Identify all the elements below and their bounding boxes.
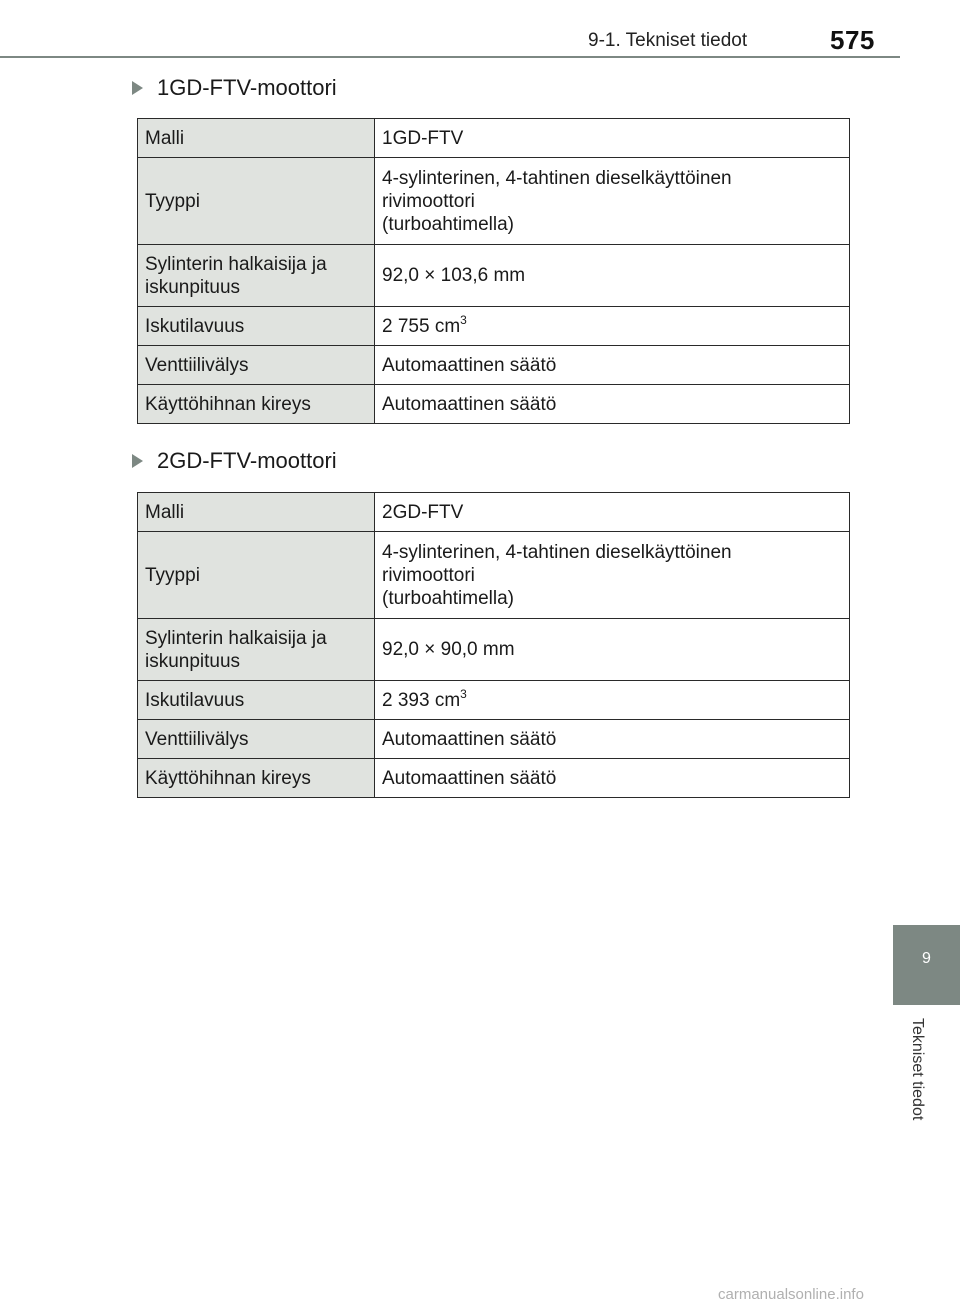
spec-key: Tyyppi (138, 158, 375, 245)
spec-value-line: (turboahtimella) (382, 587, 514, 609)
table-row (138, 681, 850, 720)
section-heading (132, 75, 337, 101)
spec-key: Iskutilavuus (138, 307, 375, 346)
spec-value-line: 4-sylinterinen, 4-tahtinen dieselkäyttöinen (382, 167, 732, 189)
spec-value-line: (turboahtimella) (382, 213, 514, 235)
spec-value: Automaattinen säätö (375, 759, 850, 798)
triangle-bullet-icon (132, 81, 143, 95)
spec-value-line: 4-sylinterinen, 4-tahtinen dieselkäyttöinen (382, 541, 732, 563)
table-row (138, 119, 850, 158)
chapter-tab (893, 925, 960, 1005)
spec-key-line: iskunpituus (145, 650, 241, 672)
spec-value: Automaattinen säätö (375, 346, 850, 385)
spec-value: 2GD-FTV (375, 493, 850, 532)
header-section-title: 9-1. Tekniset tiedot (588, 30, 748, 51)
chapter-number: 9 (922, 950, 931, 967)
spec-key: Käyttöhihnan kireys (138, 759, 375, 798)
table-row (138, 720, 850, 759)
table-row (138, 493, 850, 532)
page-number: 575 (830, 25, 875, 55)
spec-key: Käyttöhihnan kireys (138, 385, 375, 424)
spec-key: Tyyppi (138, 532, 375, 619)
superscript: 3 (460, 686, 467, 701)
spec-key-line: iskunpituus (145, 276, 241, 298)
table-row (138, 307, 850, 346)
spec-value-text: 2 755 cm (382, 315, 461, 337)
header-rule (0, 56, 900, 58)
section-heading-text: 2GD-FTV-moottori (157, 448, 337, 473)
table-row (138, 759, 850, 798)
spec-value: Automaattinen säätö (375, 720, 850, 759)
spec-value: 1GD-FTV (375, 119, 850, 158)
spec-key (138, 619, 375, 681)
triangle-bullet-icon (132, 454, 143, 468)
spec-value (375, 681, 850, 720)
table-row (138, 245, 850, 307)
spec-key (138, 245, 375, 307)
spec-table (137, 118, 850, 424)
section-heading (132, 448, 337, 474)
table-row (138, 158, 850, 245)
spec-key: Malli (138, 119, 375, 158)
spec-value: 92,0 × 90,0 mm (375, 619, 850, 681)
table-row (138, 532, 850, 619)
spec-key: Malli (138, 493, 375, 532)
spec-key-line: Sylinterin halkaisija ja (145, 627, 327, 649)
table-row (138, 619, 850, 681)
spec-key-line: Sylinterin halkaisija ja (145, 253, 327, 275)
spec-key: Iskutilavuus (138, 681, 375, 720)
table-row (138, 385, 850, 424)
spec-key: Venttiilivälys (138, 720, 375, 759)
spec-value-line: rivimoottori (382, 190, 475, 212)
chapter-tab-label: Tekniset tiedot (909, 1018, 926, 1121)
spec-value (375, 532, 850, 619)
spec-value-line: rivimoottori (382, 564, 475, 586)
spec-value: 92,0 × 103,6 mm (375, 245, 850, 307)
spec-value (375, 307, 850, 346)
spec-value (375, 158, 850, 245)
spec-table (137, 492, 850, 798)
watermark: carmanualsonline.info (718, 1286, 864, 1303)
superscript: 3 (460, 312, 467, 327)
spec-key: Venttiilivälys (138, 346, 375, 385)
spec-value-text: 2 393 cm (382, 689, 461, 711)
spec-value: Automaattinen säätö (375, 385, 850, 424)
table-row (138, 346, 850, 385)
section-heading-text: 1GD-FTV-moottori (157, 75, 337, 100)
